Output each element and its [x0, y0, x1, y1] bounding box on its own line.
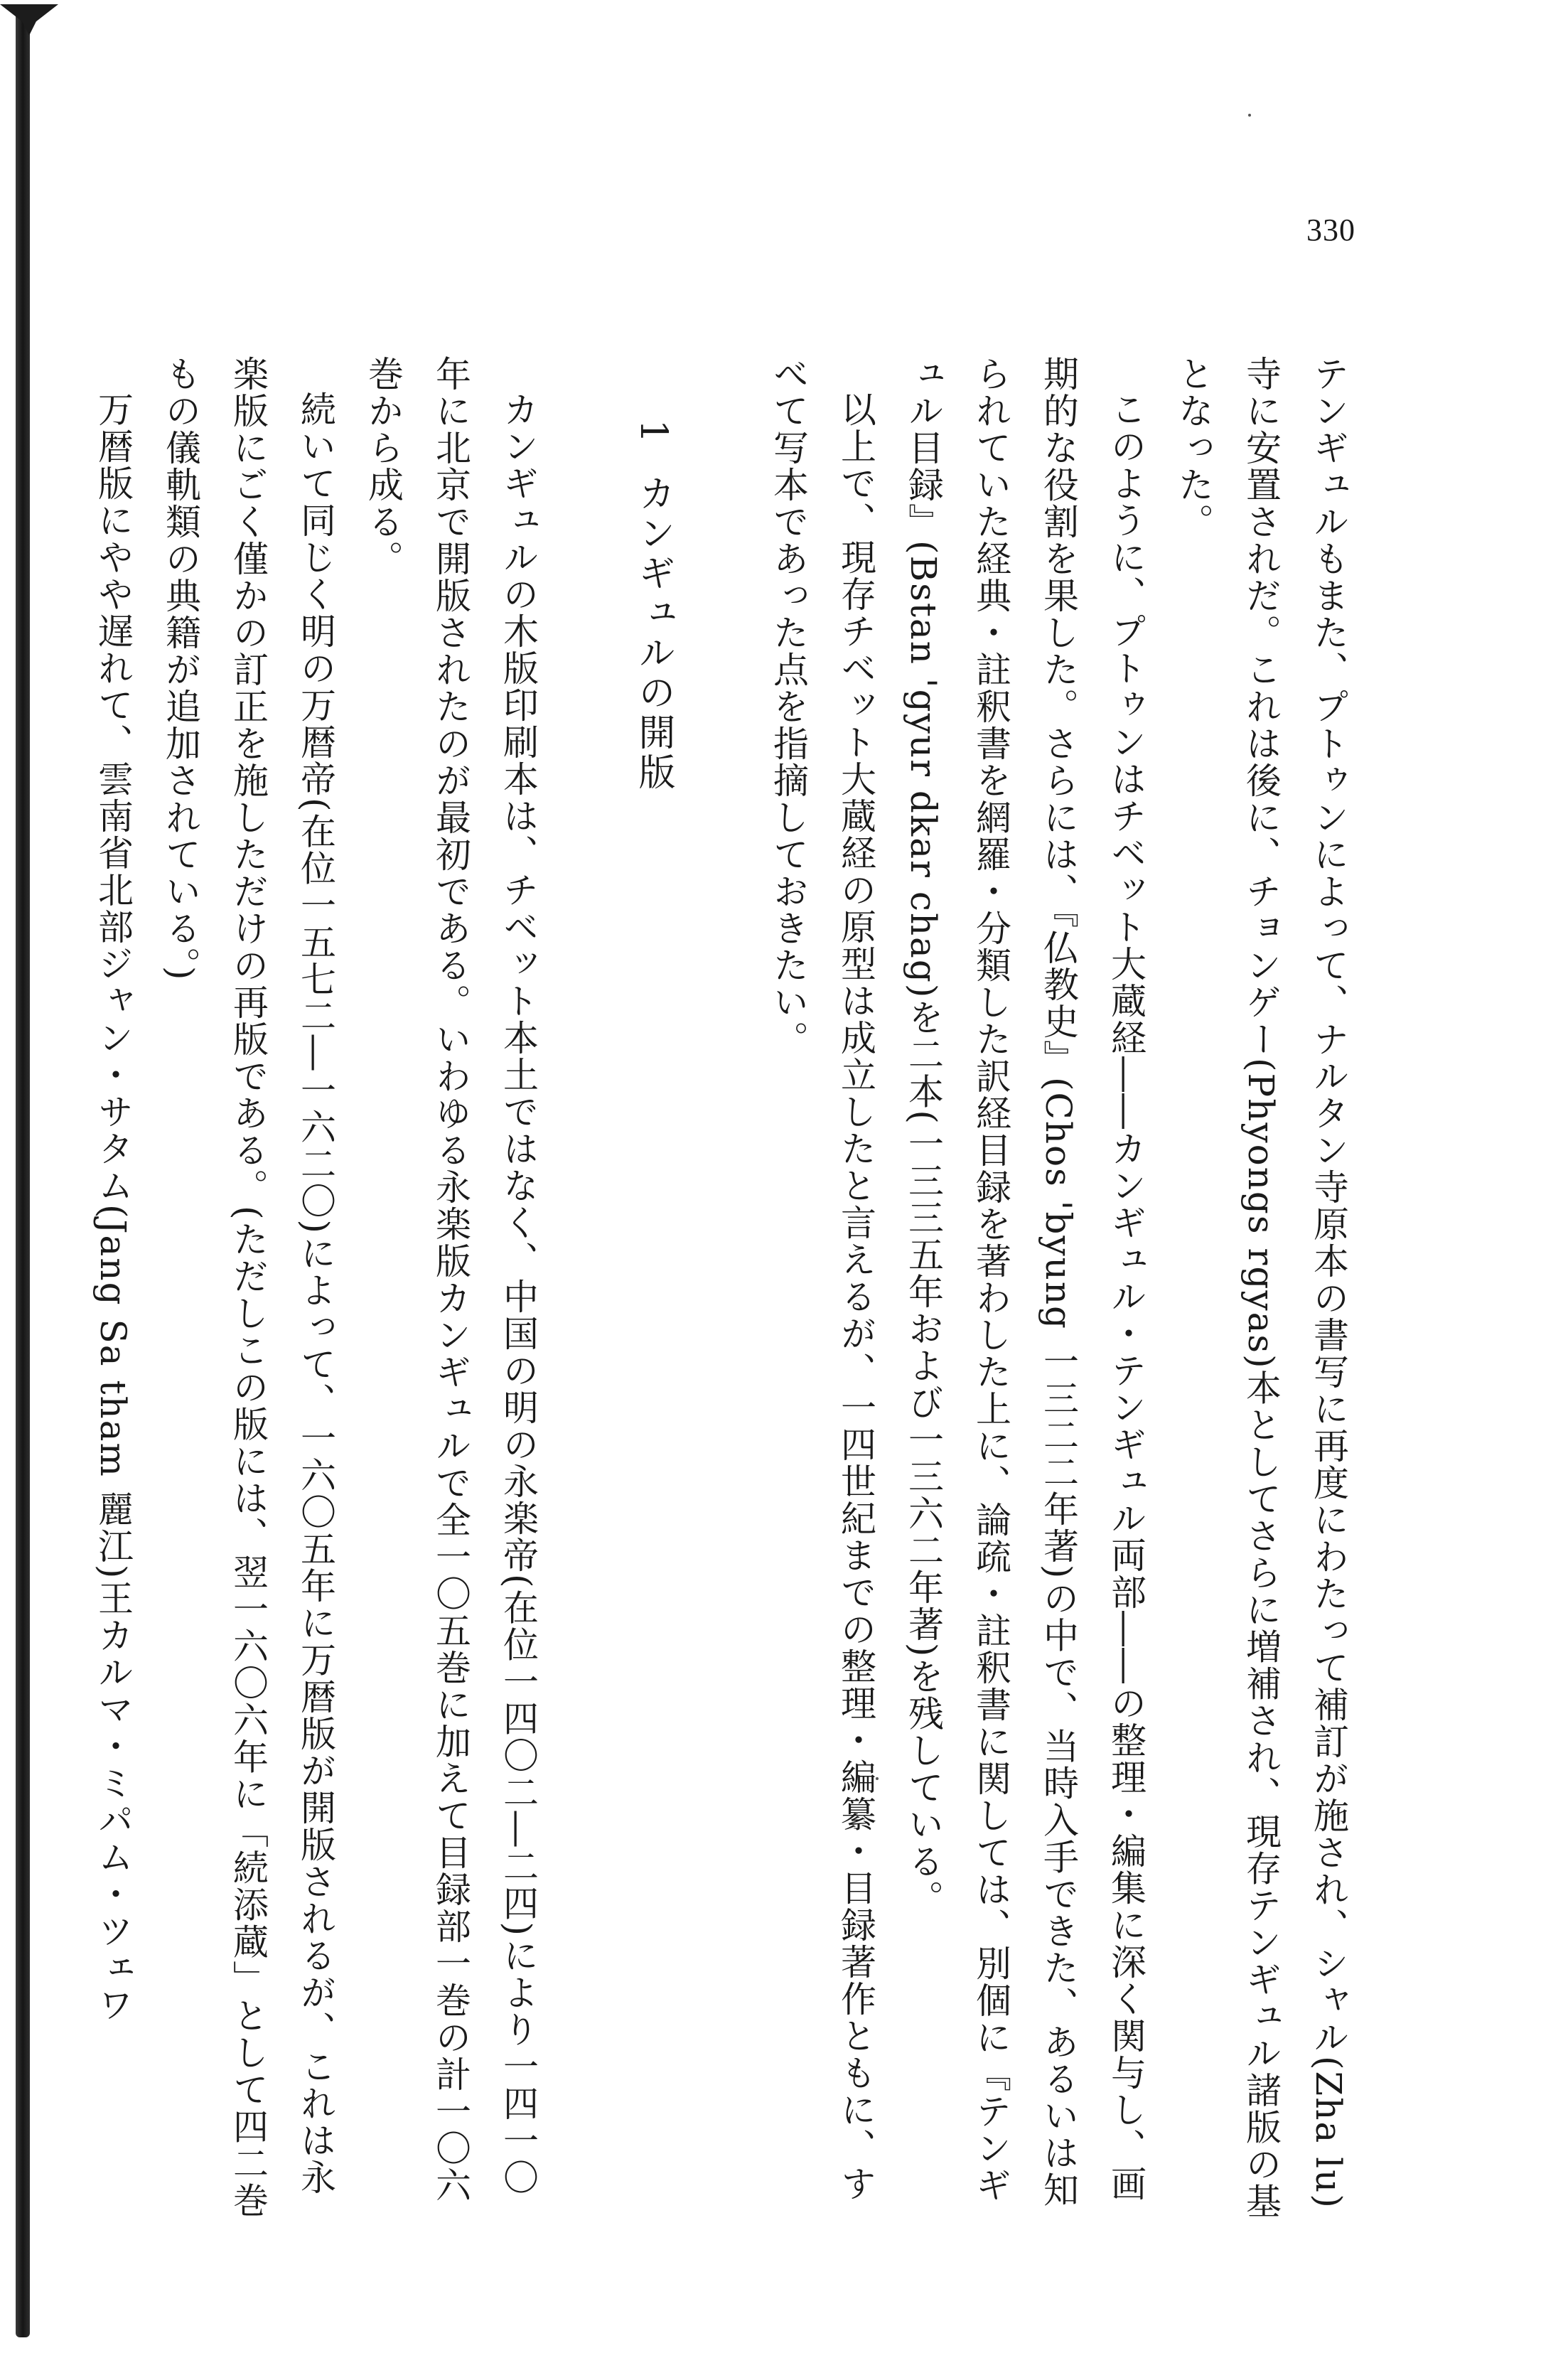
paragraph-wanli-edition: 続いて同じく明の万暦帝(在位一五七二―一六二〇)によって、一六〇五年に万暦版が開版されるが、これは永楽版にごく僅かの訂正を施しただけの再版である。(ただしこの版には、翌一六〇六年に「続添蔵」として四二巻もの儀軌類の典籍が追加されている。): [160, 355, 336, 2219]
scan-speck: [1248, 114, 1251, 117]
vertical-text-body: [79, 355, 1362, 2232]
paragraph-manuscript-summary: 以上で、現存チベット大蔵経の原型は成立したと言えるが、一四世紀までの整理・編纂・目録著作ともに、すべて写本であった点を指摘しておきたい。: [768, 355, 876, 2202]
section-number: 1: [632, 419, 675, 446]
book-spine-cap: [0, 4, 58, 36]
book-spine-edge: [16, 13, 30, 2337]
section-title: カンギュルの開版: [632, 474, 675, 793]
paragraph-buton-role: このように、プトゥンはチベット大蔵経――カンギュル・テンギュル両部――の整理・編集に深く関与し、画期的な役割を果した。さらには、『仏教史』(Chos 'byung 一三二二年著)の中で、当時入手できた、あるいは知られていた経典・註釈書を網羅・分類した訳経目録を著わした上に、論疏・註釈書に関しては、別個に『テンギュル目録』(Bstan 'gyur dkar chag)を二本(一三三五年および一三六二年著)を残している。: [903, 355, 1147, 2209]
page-number: 330: [1306, 213, 1355, 247]
section-heading: [619, 419, 687, 2232]
paragraph-yongle-edition: カンギュルの木版印刷本は、チベット本土ではなく、中国の明の永楽帝(在位一四〇二―二四)により一四一〇年に北京で開版されたのが最初である。いわゆる永楽版カンギュルで全一〇五巻に加えて目録部一巻の計一〇六巻から成る。: [363, 355, 539, 2204]
paragraph-jang-edition: 万暦版にやや遅れて、雲南省北部ジャン・サタム(Jang Sa tham 麗江)王カルマ・ミパム・ツェワ: [92, 391, 134, 2024]
paragraph-tengyur-revision: テンギュルもまた、プトゥンによって、ナルタン寺原本の書写に再度にわたって補訂が施され、シャル(Zha lu)寺に安置されだ。これは後に、チョンゲー(Phyongs rgyas)本としてさらに増補され、現存テンギュル諸版の基となった。: [1173, 355, 1349, 2220]
